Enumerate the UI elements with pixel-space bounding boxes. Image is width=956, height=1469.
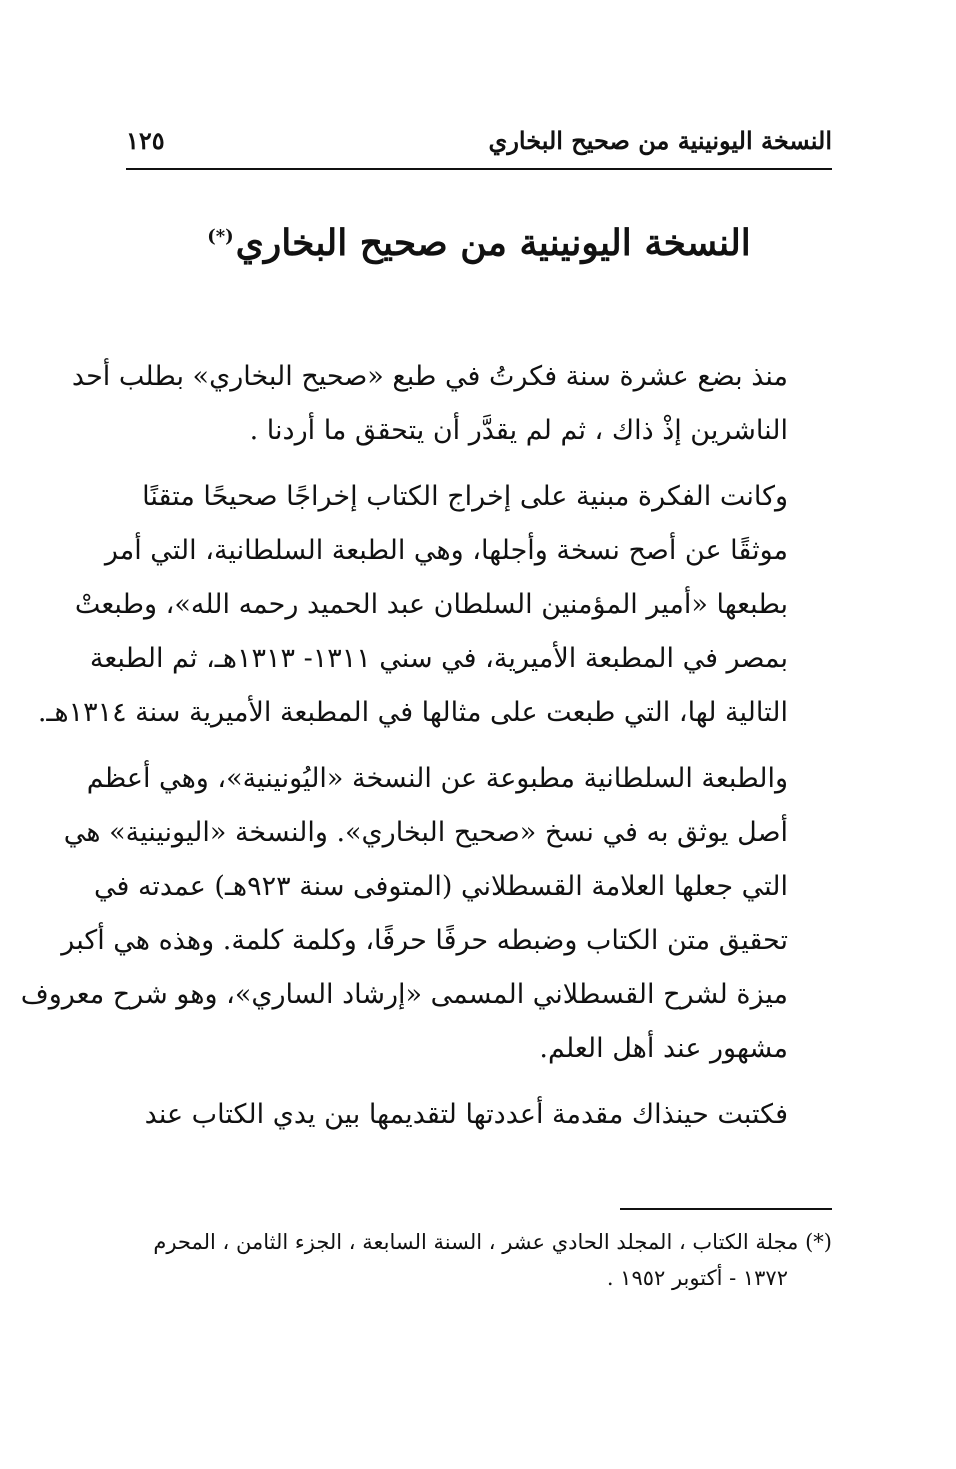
text-line: الناشرين إذْ ذاك ، ثم لم يقدَّر أن يتحقق ما أردنا . xyxy=(249,415,788,446)
running-title: النسخة اليونينية من صحيح البخاري xyxy=(488,126,832,155)
text-line: موثقًا عن أصح نسخة وأجلها، وهي الطبعة السلطانية، التي أمر xyxy=(104,535,788,566)
text-line: التي جعلها العلامة القسطلاني (المتوفى سنة ٩٢٣هـ) عمدته في xyxy=(93,871,788,902)
text-line: بطبعها «أمير المؤمنين السلطان عبد الحميد رحمه الله»، وطبعتْ xyxy=(74,589,788,620)
page-number: ١٢٥ xyxy=(126,126,165,155)
footnote-marker: (*) xyxy=(207,226,234,247)
text-line: وكانت الفكرة مبنية على إخراج الكتاب إخراجًا صحيحًا متقنًا xyxy=(142,481,788,512)
article-title-text: النسخة اليونينية من صحيح البخاري xyxy=(235,222,751,264)
footnote-divider xyxy=(620,1208,832,1210)
paragraph-4 xyxy=(126,1088,832,1142)
text-line: بمصر في المطبعة الأميرية، في سني ١٣١١- ١٣١٣هـ، ثم الطبعة xyxy=(89,643,788,674)
article-title xyxy=(126,222,832,264)
paragraph-1 xyxy=(71,350,832,458)
text-line: منذ بضع عشرة سنة فكرتُ في طبع «صحيح البخاري» بطلب أحد xyxy=(71,361,788,392)
text-line: تحقيق متن الكتاب وضبطه حرفًا حرفًا، وكلمة كلمة. وهذه هي أكبر xyxy=(61,925,788,956)
footnote-line-2: ١٣٧٢ - أكتوبر ١٩٥٢ . xyxy=(606,1266,788,1290)
paragraph-3 xyxy=(20,752,832,1076)
text-line: مشهور عند أهل العلم. xyxy=(539,1033,788,1064)
text-line: والطبعة السلطانية مطبوعة عن النسخة «اليُونينية»، وهي أعظم xyxy=(86,763,788,794)
running-header xyxy=(126,120,832,170)
text-line: فكتبت حينذاك مقدمة أعددتها لتقديمها بين يدي الكتاب عند xyxy=(144,1099,788,1130)
text-line: أصل يوثق به في نسخ «صحيح البخاري». والنسخة «اليونينية» هي xyxy=(63,817,788,848)
text-line: ميزة لشرح القسطلاني المسمى «إرشاد الساري»، وهو شرح معروف xyxy=(20,979,788,1010)
footnote-line-1: (*) مجلة الكتاب ، المجلد الحادي عشر ، السنة السابعة ، الجزء الثامن ، المحرم xyxy=(153,1230,832,1254)
footnote xyxy=(126,1224,832,1296)
paragraph-2 xyxy=(37,470,832,740)
text-line: التالية لها، التي طبعت على مثالها في المطبعة الأميرية سنة ١٣١٤هـ. xyxy=(37,697,788,728)
article-body xyxy=(20,350,832,1154)
